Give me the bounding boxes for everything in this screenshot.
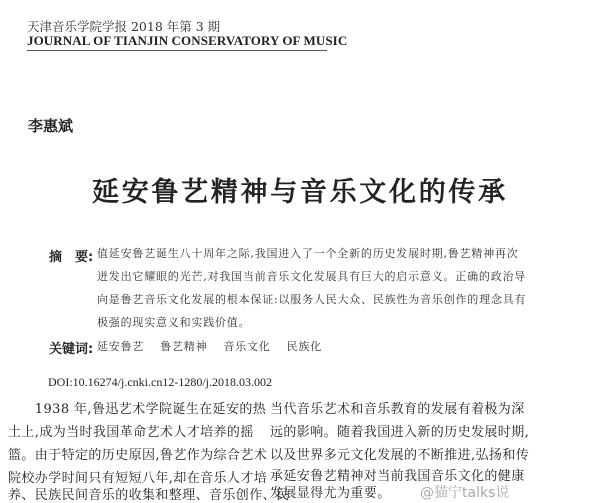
keyword: 延安鲁艺	[97, 340, 145, 353]
article-title: 延安鲁艺精神与音乐文化的传承	[92, 177, 508, 208]
keywords-label: 关键词:	[49, 342, 94, 357]
body-line: 1938 年,鲁迅艺术学院诞生在延安的热	[8, 402, 267, 417]
body-line: 承延安鲁艺精神对当前我国音乐文化的健康	[270, 469, 525, 484]
keywords-list	[97, 339, 322, 355]
keyword: 鲁艺精神	[160, 340, 208, 353]
watermark: @猫宁talks说	[420, 485, 510, 501]
abstract-line: 向是鲁艺音乐文化发展的根本保证:以服务人民大众、民族性为音乐创作的理念具有	[97, 293, 527, 306]
keyword: 民族化	[286, 340, 323, 353]
journal-name-en: JOURNAL OF TIANJIN CONSERVATORY OF MUSIC	[27, 33, 348, 48]
abstract-line: 值延安鲁艺诞生八十周年之际,我国进入了一个全新的历史发展时期,鲁艺精神再次	[97, 247, 519, 260]
body-line: 发展显得尤为重要。	[270, 486, 391, 501]
body-line: 院校办学时间只有短短八年,却在音乐人才培	[8, 471, 268, 486]
body-line: 土上,成为当时我国革命艺术人才培养的摇	[8, 425, 254, 440]
body-line: 当代音乐艺术和音乐教育的发展有着极为深	[270, 402, 525, 417]
body-line: 远的影响。随着我国进入新的历史发展时期,	[270, 425, 530, 440]
abstract-line: 迸发出它耀眼的光芒,对我国当前音乐文化发展具有巨大的启示意义。正确的政治导	[97, 270, 527, 283]
body-line: 以及世界多元文化发展的不断推进,弘扬和传	[270, 448, 530, 463]
body-line: 篮。由于特定的历史原因,鲁艺作为综合艺术	[8, 448, 268, 463]
body-line: 养、民族民间音乐的收集和整理、音乐创作、民	[8, 488, 290, 503]
journal-name-cn: 天津音乐学院学报 2018 年第 3 期	[27, 19, 221, 34]
author: 李惠斌	[28, 117, 74, 135]
keyword: 音乐文化	[223, 340, 271, 353]
doi: DOI:10.16274/j.cnki.cn12-1280/j.2018.03.002	[48, 375, 272, 389]
header-rule	[27, 50, 327, 51]
abstract-label: 摘 要:	[49, 250, 94, 265]
abstract-line: 极强的现实意义和实践价值。	[97, 316, 251, 329]
